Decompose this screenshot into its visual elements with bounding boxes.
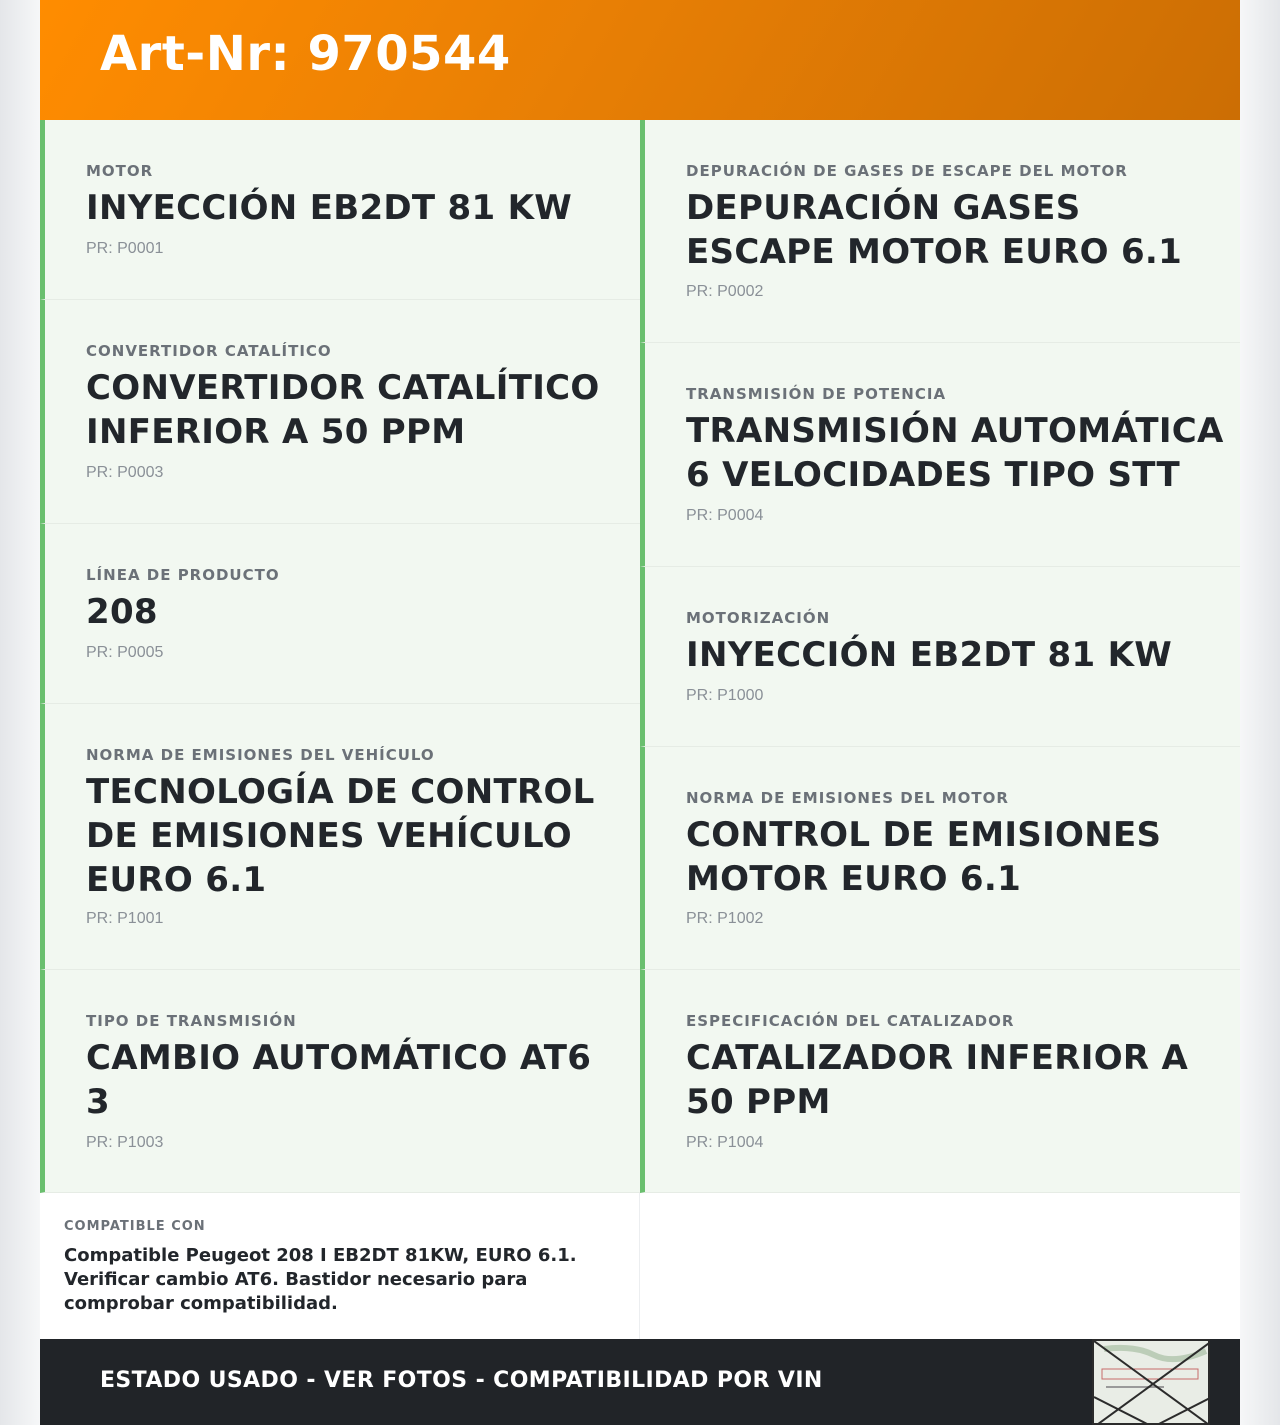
envelope-photo-icon[interactable] <box>1092 1339 1210 1425</box>
spec-code: PR: P1004 <box>686 1134 764 1151</box>
spec-code: PR: P1003 <box>86 1134 164 1151</box>
spec-card <box>40 704 640 970</box>
spec-card <box>640 970 1240 1193</box>
spec-value: TRANSMISIÓN AUTOMÁTICA 6 VELOCIDADES TIPO STT <box>686 411 1224 495</box>
compatibility-label: COMPATIBLE CON <box>64 1219 206 1234</box>
spec-card <box>40 300 640 524</box>
spec-value: CATALIZADOR INFERIOR A 50 PPM <box>686 1038 1189 1122</box>
article-header <box>40 0 1240 120</box>
spec-code: PR: P1002 <box>686 910 764 927</box>
spec-code: PR: P0003 <box>86 464 164 481</box>
spec-value: DEPURACIÓN GASES ESCAPE MOTOR EURO 6.1 <box>686 188 1183 272</box>
spec-label: CONVERTIDOR CATALÍTICO <box>86 342 332 360</box>
spec-value: CONTROL DE EMISIONES MOTOR EURO 6.1 <box>686 815 1162 899</box>
compatibility-text: Compatible Peugeot 208 I EB2DT 81KW, EURO 6.1. Verificar cambio AT6. Bastidor necesario para comprobar compatibilidad. <box>64 1245 577 1314</box>
spec-card <box>640 120 1240 343</box>
spec-card <box>640 343 1240 567</box>
envelope-graphic <box>1094 1341 1210 1425</box>
spec-card <box>640 747 1240 970</box>
spec-label: DEPURACIÓN DE GASES DE ESCAPE DEL MOTOR <box>686 162 1128 180</box>
spec-code: PR: P0002 <box>686 283 764 300</box>
article-number-title: Art-Nr: 970544 <box>100 26 511 82</box>
spec-label: NORMA DE EMISIONES DEL MOTOR <box>686 789 1009 807</box>
spec-value: INYECCIÓN EB2DT 81 KW <box>686 635 1173 675</box>
spec-code: PR: P0004 <box>686 507 764 524</box>
spec-value: TECNOLOGÍA DE CONTROL DE EMISIONES VEHÍCULO EURO 6.1 <box>86 772 595 900</box>
spec-label: NORMA DE EMISIONES DEL VEHÍCULO <box>86 746 435 764</box>
spec-value: CAMBIO AUTOMÁTICO AT6 3 <box>86 1038 592 1122</box>
spec-label: TRANSMISIÓN DE POTENCIA <box>686 385 947 403</box>
spec-code: PR: P1001 <box>86 910 164 927</box>
spec-label: MOTOR <box>86 162 154 180</box>
spec-label: MOTORIZACIÓN <box>686 609 831 627</box>
spec-value: INYECCIÓN EB2DT 81 KW <box>86 188 573 228</box>
spec-card <box>640 567 1240 747</box>
article-sheet <box>40 0 1240 1425</box>
compatibility-box <box>40 1193 640 1339</box>
spec-label: TIPO DE TRANSMISIÓN <box>86 1012 297 1030</box>
spec-code: PR: P1000 <box>686 687 764 704</box>
spec-value: 208 <box>86 592 158 632</box>
status-footer <box>40 1339 1240 1425</box>
spec-value: CONVERTIDOR CATALÍTICO INFERIOR A 50 PPM <box>86 368 600 452</box>
spec-code: PR: P0001 <box>86 240 164 257</box>
spec-card <box>40 120 640 300</box>
spec-code: PR: P0005 <box>86 644 164 661</box>
spec-label: LÍNEA DE PRODUCTO <box>86 566 280 584</box>
spec-label: ESPECIFICACIÓN DEL CATALIZADOR <box>686 1012 1015 1030</box>
status-text: ESTADO USADO - VER FOTOS - COMPATIBILIDAD POR VIN <box>100 1368 823 1393</box>
spec-card <box>40 970 640 1193</box>
spec-card <box>40 524 640 704</box>
